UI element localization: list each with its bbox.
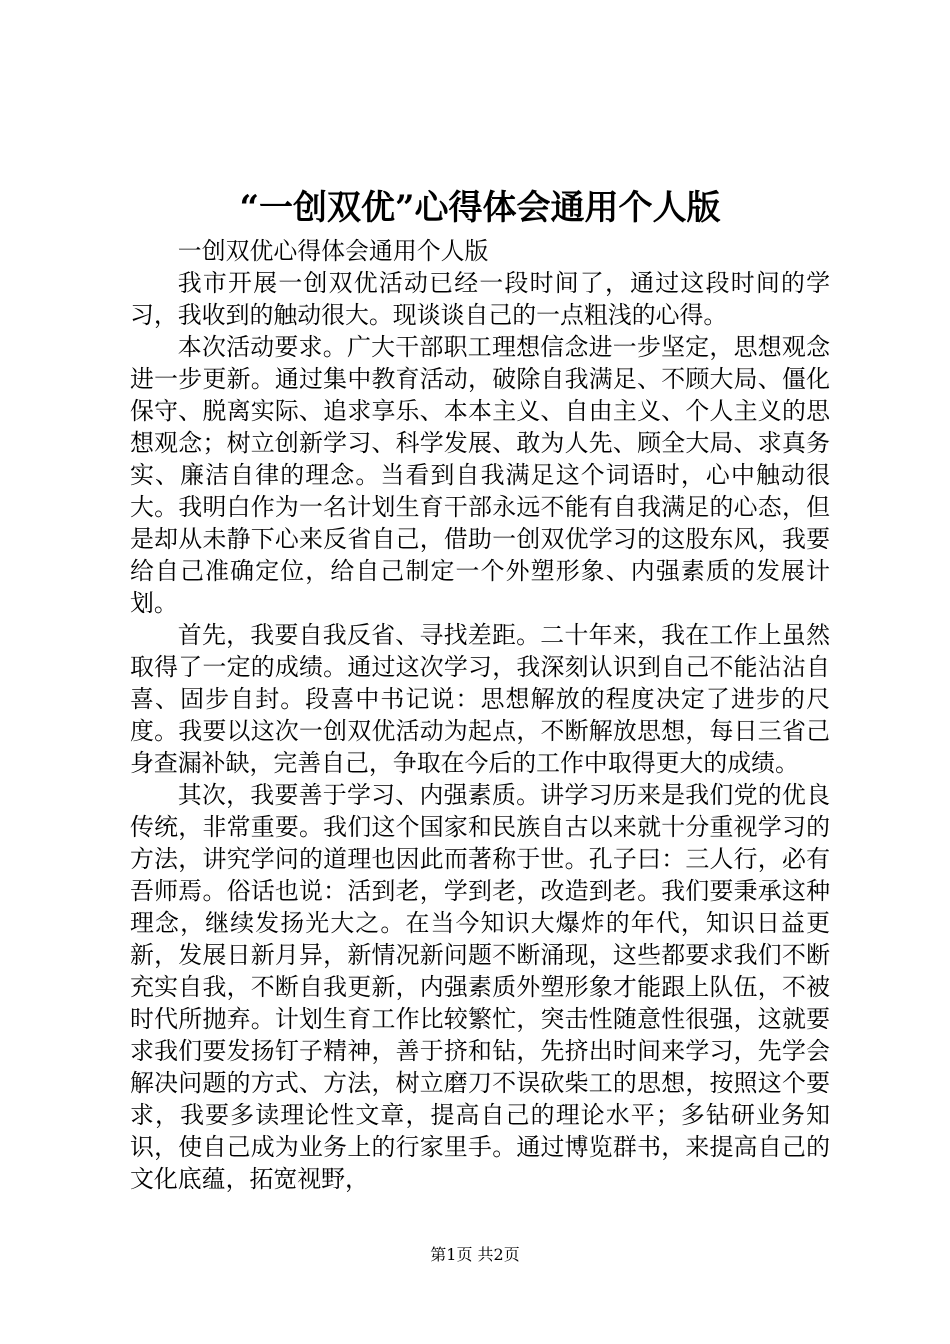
paragraph-intro: 我市开展一创双优活动已经一段时间了，通过这段时间的学习，我收到的触动很大。现谈谈自己的一点粗浅的心得。: [130, 269, 830, 329]
paragraph-first-point: 首先，我要自我反省、寻找差距。二十年来，我在工作上虽然取得了一定的成绩。通过这次学习，我深刻认识到自己不能沾沾自喜、固步自封。段喜中书记说：思想解放的程度决定了进步的尺度。我要以这次一创双优活动为起点，不断解放思想，每日三省己身查漏补缺，完善自己，争取在今后的工作中取得更大的成绩。: [130, 621, 830, 777]
page-number: 第1页: [430, 1245, 473, 1264]
document-body: [130, 235, 830, 1195]
paragraph-subtitle: 一创双优心得体会通用个人版: [177, 237, 489, 265]
paragraph-second-point: 其次，我要善于学习、内强素质。讲学习历来是我们党的优良传统，非常重要。我们这个国家和民族自古以来就十分重视学习的方法，讲究学问的道理也因此而著称于世。孔子曰：三人行，必有吾师焉。俗话也说：活到老，学到老，改造到老。我们要秉承这种理念，继续发扬光大之。在当今知识大爆炸的年代，知识日益更新，发展日新月异，新情况新问题不断涌现，这些都要求我们不断充实自我，不断自我更新，内强素质外塑形象才能跟上队伍，不被时代所抛弃。计划生育工作比较繁忙，突击性随意性很强，这就要求我们要发扬钉子精神，善于挤和钻，先挤出时间来学习，先学会解决问题的方式、方法，树立磨刀不误砍柴工的思想，按照这个要求，我要多读理论性文章，提高自己的理论水平；多钻研业务知识，使自己成为业务上的行家里手。通过博览群书，来提高自己的文化底蕴，拓宽视野，: [130, 781, 830, 1193]
page-total: 共2页: [477, 1245, 520, 1264]
paragraph-activity-requirements: 本次活动要求。广大干部职工理想信念进一步坚定，思想观念进一步更新。通过集中教育活动，破除自我满足、不顾大局、僵化保守、脱离实际、追求享乐、本本主义、自由主义、个人主义的思想观念；树立创新学习、科学发展、敢为人先、顾全大局、求真务实、廉洁自律的理念。当看到自我满足这个词语时，心中触动很大。我明白作为一名计划生育干部永远不能有自我满足的心态，但是却从未静下心来反省自己，借助一创双优学习的这股东风，我要给自己准确定位，给自己制定一个外塑形象、内强素质的发展计划。: [130, 333, 830, 617]
page-footer: [0, 1244, 950, 1266]
document-title: “一创双优”心得体会通用个人版: [239, 188, 721, 228]
